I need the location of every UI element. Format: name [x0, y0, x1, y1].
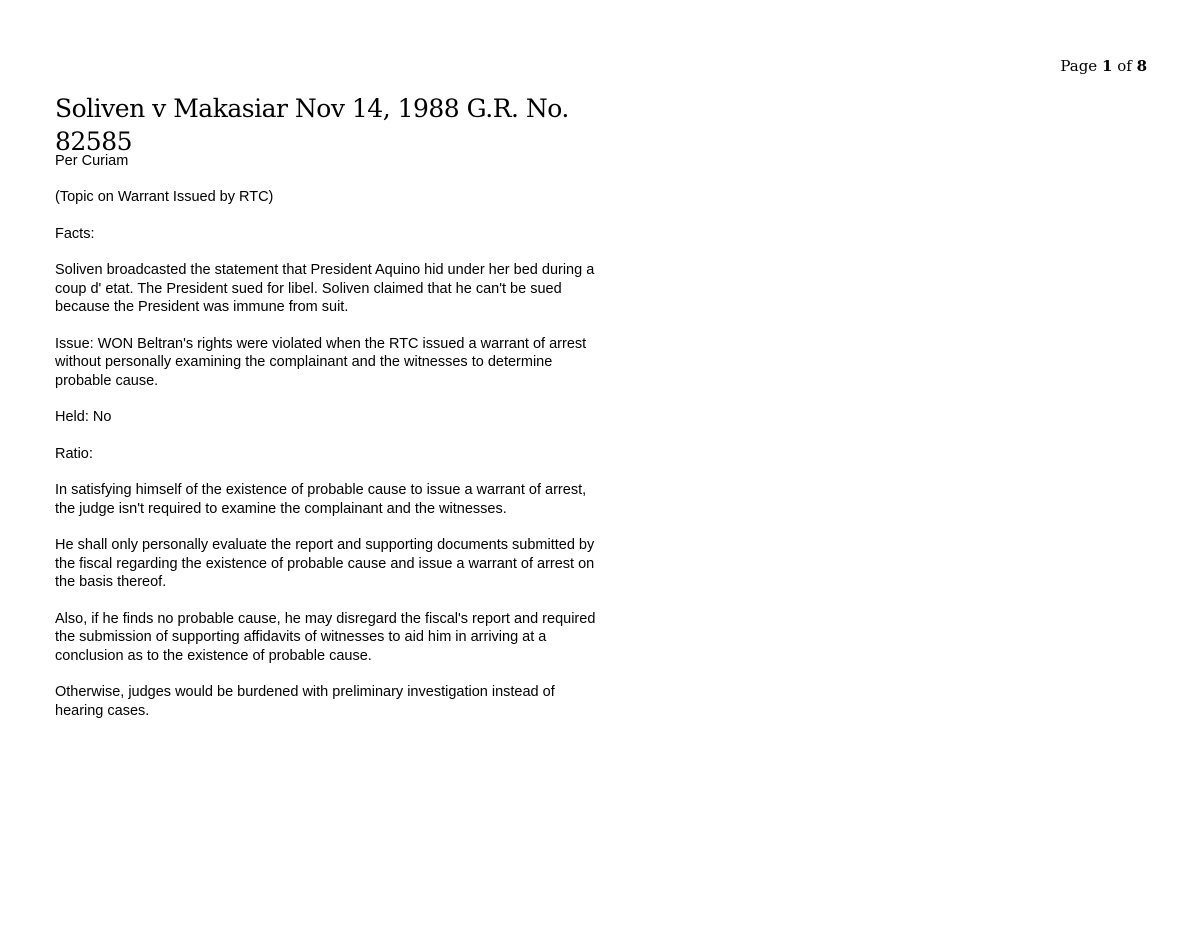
ratio-paragraph-4: Otherwise, judges would be burdened with preliminary investigation instead of hearing cases.	[55, 684, 555, 719]
page-number	[1060, 56, 1147, 76]
issue-paragraph: Issue: WON Beltran's rights were violated when the RTC issued a warrant of arrest without personally examining the complainant and the witnesses to determine probable cause.	[55, 335, 587, 389]
page-of-label: of	[1117, 57, 1132, 75]
topic-paragraph: (Topic on Warrant Issued by RTC)	[55, 189, 274, 205]
held-paragraph: Held: No	[55, 409, 112, 425]
current-page-number: 1	[1101, 57, 1113, 75]
ratio-paragraph-3: Also, if he finds no probable cause, he may disregard the fiscal's report and required the submission of supporting affidavits of witnesses to aid him in arriving at a conclusion as to the existence of probable cause.	[55, 610, 596, 664]
total-page-count: 8	[1136, 57, 1147, 75]
page-label: Page	[1060, 57, 1098, 75]
ratio-paragraph-2: He shall only personally evaluate the report and supporting documents submitted by the fiscal regarding the existence of probable cause and issue a warrant of arrest on the basis thereof.	[55, 537, 595, 590]
case-title: Soliven v Makasiar Nov 14, 1988 G.R. No. 82585	[55, 94, 569, 156]
case-author: Per Curiam	[55, 153, 129, 169]
document-body	[55, 92, 605, 738]
facts-paragraph: Soliven broadcasted the statement that President Aquino hid under her bed during a coup d' etat. The President sued for libel. Soliven claimed that he can't be sued because the President was immune from suit.	[55, 262, 595, 315]
ratio-paragraph-1: In satisfying himself of the existence of probable cause to issue a warrant of arrest, the judge isn't required to examine the complainant and the witnesses.	[55, 482, 587, 517]
ratio-heading: Ratio:	[55, 445, 93, 462]
facts-heading: Facts:	[55, 225, 95, 242]
